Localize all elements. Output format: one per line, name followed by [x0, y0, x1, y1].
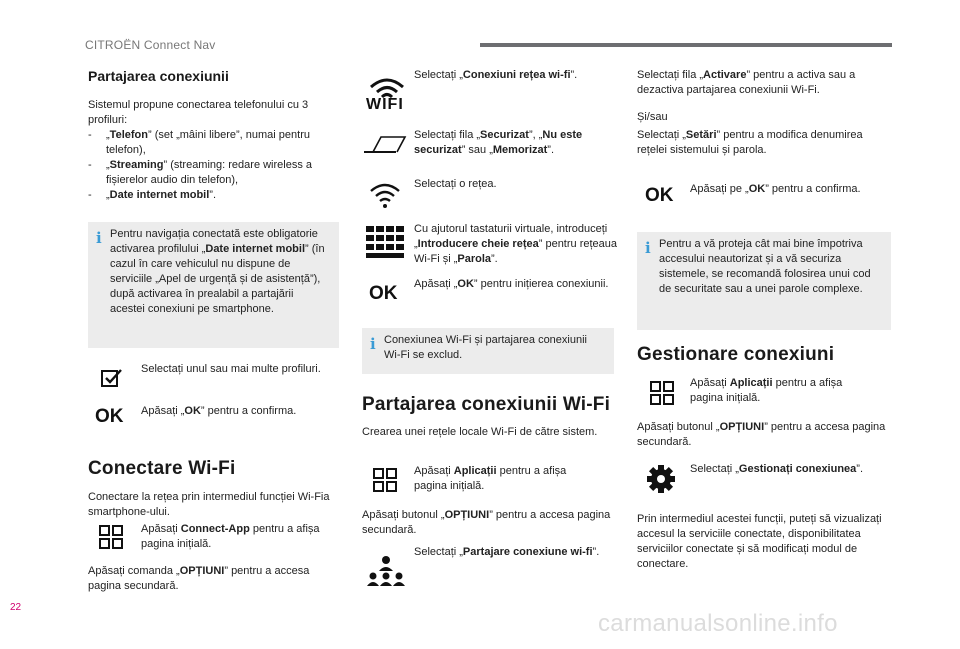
- paragraph-and-or: Și/sau: [637, 111, 668, 123]
- ok-icon: OK: [645, 185, 674, 206]
- page-number: 22: [10, 602, 22, 613]
- paragraph-profiles-intro: Sistemul propune conectarea telefonului cu 3 profiluri:: [88, 99, 309, 126]
- list-item: - „Streaming” (streaming: redare wireless a fișierelor audio din telefon),: [88, 159, 313, 186]
- header-rule: [480, 43, 892, 47]
- step-select-wifi-networks: Selectați „Conexiuni rețea wi-fi”.: [414, 69, 578, 81]
- step-select-profiles: Selectați unul sau mai multe profiluri.: [141, 363, 321, 375]
- paragraph-options: Apăsați butonul „OPȚIUNI” pentru a accesa pagina secundară.: [362, 509, 611, 536]
- heading-gestionare-conexiuni: Gestionare conexiuni: [637, 344, 835, 365]
- note-text: Conexiunea Wi-Fi și partajarea conexiunii Wi-Fi se exclud.: [384, 334, 587, 361]
- step-enter-key: Cu ajutorul tastaturii virtuale, introduceți „Introducere cheie rețea” pentru rețeaua Wi-Fi și „Parola”.: [414, 223, 618, 265]
- step-apps: Apăsați Aplicații pentru a afișa pagina inițială.: [414, 465, 567, 492]
- gear-icon: [646, 464, 676, 494]
- step-manage-connection: Selectați „Gestionați conexiunea”.: [690, 463, 864, 475]
- wifi-signal-icon: [368, 181, 402, 209]
- info-icon: i: [96, 229, 102, 247]
- paragraph-create-network: Crearea unei rețele locale Wi-Fi de către sistem.: [362, 426, 598, 438]
- info-icon: i: [370, 335, 376, 353]
- share-connection-icon: [366, 555, 406, 587]
- step-select-security-tab: Selectați fila „Securizat”, „Nu este securizat” sau „Memorizat”.: [414, 129, 583, 156]
- step-ok-confirm: Apăsați pe „OK” pentru a confirma.: [690, 183, 861, 195]
- step-ok-confirm: Apăsați „OK” pentru a confirma.: [141, 405, 297, 417]
- apps-grid-icon: [650, 381, 674, 405]
- profiles-list: [88, 128, 338, 203]
- note-text: Pentru navigația conectată este obligatorie activarea profilului „Date internet mobil” (în cazul în care vehiculul nu dispune de serviciile „Apel de urgență și de asistență”), după activarea în prealabil a partajării acestei conexiuni pe smartphone.: [110, 228, 325, 315]
- list-item: - „Telefon” (set „mâini libere”, numai pentru telefon),: [88, 129, 310, 156]
- step-share-wifi: Selectați „Partajare conexiune wi-fi”.: [414, 546, 600, 558]
- apps-grid-icon: [373, 468, 397, 492]
- note-security: [637, 232, 891, 330]
- note-navigation-connected: [88, 222, 339, 348]
- paragraph-final: Prin intermediul acestei funcții, puteți să vizualizați accesul la serviciile conectate, disponibilitatea serviciilor conectate și să modificați modul de conectare.: [637, 513, 882, 570]
- wifi-label-icon: WIFI: [366, 96, 404, 113]
- heading-partajarea-conexiunii: Partajarea conexiunii: [88, 68, 229, 84]
- step-apps: Apăsați Aplicații pentru a afișa pagina inițială.: [690, 377, 843, 404]
- ok-icon: OK: [95, 406, 124, 427]
- list-item: - „Date internet mobil”.: [88, 189, 217, 201]
- keyboard-icon: [366, 226, 404, 258]
- ok-icon: OK: [369, 283, 398, 304]
- heading-partajarea-wifi: Partajarea conexiunii Wi-Fi: [362, 394, 611, 415]
- heading-conectare-wifi: Conectare Wi-Fi: [88, 458, 236, 479]
- paragraph-activate-tab: Selectați fila „Activare” pentru a activa sau a dezactiva partajarea conexiunii Wi-Fi.: [637, 69, 856, 96]
- note-wifi-exclusive: [362, 328, 614, 374]
- checkbox-icon: [101, 368, 125, 388]
- header-brand: CITROËN Connect Nav: [85, 38, 216, 52]
- paragraph-options: Apăsați comanda „OPȚIUNI” pentru a accesa pagina secundară.: [88, 565, 310, 592]
- apps-grid-icon: [99, 525, 123, 549]
- watermark: carmanualsonline.info: [598, 610, 838, 637]
- paragraph-wifi-intro: Conectare la rețea prin intermediul funcției Wi-Fia smartphone-ului.: [88, 491, 330, 518]
- step-select-network: Selectați o rețea.: [414, 178, 497, 190]
- step-connect-app: Apăsați Connect-App pentru a afișa pagina inițială.: [141, 523, 320, 550]
- paragraph-options: Apăsați butonul „OPȚIUNI” pentru a accesa pagina secundară.: [637, 421, 886, 448]
- step-ok-connect: Apăsați „OK” pentru inițierea conexiunii.: [414, 278, 609, 290]
- tab-icon: [363, 134, 407, 154]
- info-icon: i: [645, 239, 651, 257]
- note-text: Pentru a vă proteja cât mai bine împotriva accesului neautorizat și a vă securiza sistemele, se recomandă folosirea unui cod de securitate sau a unei parole complexe.: [659, 238, 871, 295]
- paragraph-settings: Selectați „Setări” pentru a modifica denumirea rețelei sistemului și parola.: [637, 129, 863, 156]
